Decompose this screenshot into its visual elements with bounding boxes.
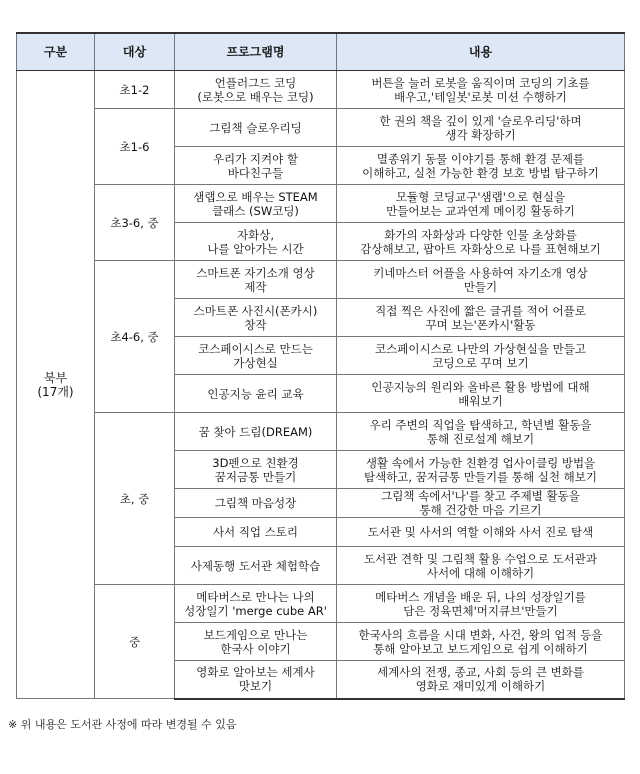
program-name-cell: 언플러그드 코딩 (로봇으로 배우는 코딩)	[175, 71, 337, 109]
program-name-cell: 샘랩으로 배우는 STEAM 클래스 (SW코딩)	[175, 185, 337, 223]
category-name: 북부	[43, 370, 68, 385]
target-cell: 초, 중	[95, 413, 175, 585]
program-content-cell: 도서관 견학 및 그림책 활용 수업으로 도서관과 사서에 대해 이해하기	[337, 547, 625, 585]
program-name-cell: 사서 직업 스토리	[175, 518, 337, 547]
program-content-cell: 한국사의 흐름을 시대 변화, 사건, 왕의 업적 등을 통해 알아보고 보드게임으로 쉽게 이해하기	[337, 623, 625, 661]
program-name-cell: 그림책 마음성장	[175, 489, 337, 518]
category-count: (17개)	[37, 384, 74, 399]
program-table	[16, 32, 625, 700]
program-content-cell: 직접 찍은 사진에 짧은 글귀를 적어 어플로 꾸며 보는'폰카시'활동	[337, 299, 625, 337]
program-content-cell: 메타버스 개념을 배운 뒤, 나의 성장일기를 담은 정육면체'머지큐브'만들기	[337, 585, 625, 623]
table-row	[17, 261, 625, 299]
program-content-cell: 도서관 및 사서의 역할 이해와 사서 진로 탐색	[337, 518, 625, 547]
program-content-cell: 키네마스터 어플을 사용하여 자기소개 영상 만들기	[337, 261, 625, 299]
program-content-cell: 한 권의 책을 깊이 있게 '슬로우리딩'하며 생각 확장하기	[337, 109, 625, 147]
category-cell	[17, 71, 95, 699]
table-row	[17, 413, 625, 451]
footnote: ※ 위 내용은 도서관 사정에 따라 변경될 수 있음	[8, 718, 237, 731]
program-content-cell: 멸종위기 동물 이야기를 통해 환경 문제를 이해하고, 실천 가능한 환경 보호 방법 탐구하기	[337, 147, 625, 185]
program-name-cell: 사제동행 도서관 체험학습	[175, 547, 337, 585]
program-content-cell: 코스페이시스로 나만의 가상현실을 만들고 코딩으로 꾸며 보기	[337, 337, 625, 375]
target-cell: 중	[95, 585, 175, 699]
program-name-cell: 스마트폰 사진시(폰카시) 창작	[175, 299, 337, 337]
program-content-cell: 그림책 속에서'나'를 찾고 주제별 활동을 통해 건강한 마음 기르기	[337, 489, 625, 518]
table-row	[17, 71, 625, 109]
header-category: 구분	[17, 33, 95, 71]
program-content-cell: 화가의 자화상과 다양한 인물 초상화를 감상해보고, 팝아트 자화상으로 나를 표현해보기	[337, 223, 625, 261]
program-name-cell: 영화로 알아보는 세계사 맛보기	[175, 661, 337, 699]
program-name-cell: 코스페이시스로 만드는 가상현실	[175, 337, 337, 375]
program-name-cell: 자화상, 나를 알아가는 시간	[175, 223, 337, 261]
program-name-cell: 인공지능 윤리 교육	[175, 375, 337, 413]
table-body	[17, 71, 625, 699]
program-name-cell: 우리가 지켜야 할 바다친구들	[175, 147, 337, 185]
target-cell: 초4-6, 중	[95, 261, 175, 413]
program-name-cell: 메타버스로 만나는 나의 성장일기 'merge cube AR'	[175, 585, 337, 623]
program-name-cell: 꿈 찾아 드림(DREAM)	[175, 413, 337, 451]
table-row	[17, 185, 625, 223]
program-name-cell: 3D펜으로 친환경 꿈저금통 만들기	[175, 451, 337, 489]
header-program: 프로그램명	[175, 33, 337, 71]
program-content-cell: 우리 주변의 직업을 탐색하고, 학년별 활동을 통해 진로설계 해보기	[337, 413, 625, 451]
header-target: 대상	[95, 33, 175, 71]
target-cell: 초1-6	[95, 109, 175, 185]
program-content-cell: 세계사의 전쟁, 종교, 사회 등의 큰 변화를 영화로 재미있게 이해하기	[337, 661, 625, 699]
table-row	[17, 109, 625, 147]
program-content-cell: 모듈형 코딩교구'샘랩'으로 현실을 만들어보는 교과연계 메이킹 활동하기	[337, 185, 625, 223]
program-name-cell: 스마트폰 자기소개 영상 제작	[175, 261, 337, 299]
program-content-cell: 버튼을 눌러 로봇을 움직이며 코딩의 기초를 배우고,'테일봇'로봇 미션 수행하기	[337, 71, 625, 109]
table-row	[17, 585, 625, 623]
table-header-row	[17, 33, 625, 71]
program-content-cell: 생활 속에서 가능한 친환경 업사이클링 방법을 탐색하고, 꿈저금통 만들기를 통해 실천 해보기	[337, 451, 625, 489]
program-name-cell: 그림책 슬로우리딩	[175, 109, 337, 147]
header-content: 내용	[337, 33, 625, 71]
target-cell: 초3-6, 중	[95, 185, 175, 261]
target-cell: 초1-2	[95, 71, 175, 109]
program-content-cell: 인공지능의 원리와 올바른 활용 방법에 대해 배워보기	[337, 375, 625, 413]
program-name-cell: 보드게임으로 만나는 한국사 이야기	[175, 623, 337, 661]
